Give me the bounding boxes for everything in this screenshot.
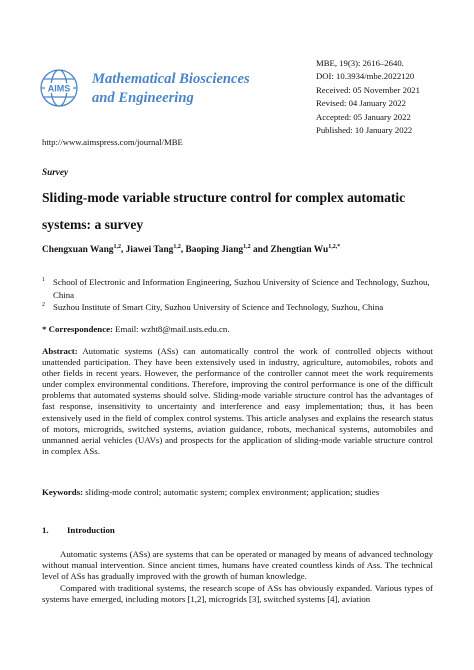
keywords-text: sliding-mode control; automatic system; complex environment; application; studies [85,487,380,497]
author-affiliation-sup: 1,2 [173,244,181,250]
author-list [42,244,340,255]
author-name: Chengxuan Wang [42,245,114,256]
abstract-label: Abstract: [42,346,78,356]
correspondence-label: * Correspondence: [42,324,113,334]
author-name: Baoping Jiang [185,245,244,256]
author-affiliation-sup [328,244,340,250]
article-metadata [316,57,420,137]
author-affiliation-numbers: 1,2, [328,244,338,250]
author-separator: and [250,245,271,256]
published-date: Published: 10 January 2022 [316,125,413,136]
affiliation-number: 1 [42,277,45,283]
paper-title: Sliding-mode variable structure control for complex automatic systems: a survey [42,190,406,232]
aims-globe-logo [38,67,80,109]
correspondence-email[interactable]: Email: wzht8@mail.usts.edu.cn. [115,324,230,334]
accepted-date: Accepted: 05 January 2022 [316,111,411,122]
journal-name [92,70,250,108]
section-title: Introduction [67,525,115,535]
article-type: Survey [42,167,69,177]
abstract-text: Automatic systems (ASs) can automatically control the work of controlled objects without unattended participation. They have been extensively used in industry, agriculture, automobiles, robots and other fields in recent years. However, the performance of the controller cannot meet the work requirements under complex environmental conditions. Therefore, improving the control performance is one of the difficult problems that automated systems should solve. Sliding-mode variable structure control has the advantages of fast response, insensitivity to uncertainty and interference and easy implementation; thus, it has been extensively used in the field of complex control systems. This article analyses and explains the research status of motors, microgrids, switched systems, aviation guidance, robots, mechanical systems, automobiles and unmanned aerial vehicles (UAVs) and prospects for the application of sliding-mode variable structure control in complex ASs. [42,346,433,456]
keywords-label: Keywords: [42,487,84,497]
author-separator: , [180,245,186,256]
logo-text: AIMS [47,83,71,94]
revised-date: Revised: 04 January 2022 [316,98,406,109]
correspondence [42,324,230,334]
author-name: Jiawei Tang [125,245,174,256]
author-name: Zhengtian Wu [270,245,329,256]
journal-name-line2: and Engineering [92,90,194,106]
journal-name-line1: Mathematical Biosciences [92,71,250,87]
received-date: Received: 05 November 2021 [316,84,420,95]
abstract [42,346,433,457]
body-paragraph: Automatic systems (ASs) are systems that can be operated or managed by means of advanced technology without manual intervention. Since ancient times, humans have created countless kinds of Ass. The technical level of ASs has gradually improved with the growth of human knowledge. [42,549,433,582]
author-affiliation-sup: 1,2 [113,244,121,250]
affiliation [42,276,442,301]
author-separator: , [120,245,126,256]
affiliation [42,301,442,314]
affiliation-number: 2 [42,302,45,308]
citation: MBE, 19(3): 2616–2640. [316,58,404,68]
journal-url-link[interactable]: http://www.aimspress.com/journal/MBE [42,137,183,147]
corresponding-author-mark: * [337,244,341,250]
doi: DOI: 10.3934/mbe.2022120 [316,71,415,82]
affiliation-text: School of Electronic and Information Engineering, Suzhou University of Science and Technology, Suzhou, China [53,277,430,300]
author-affiliation-sup: 1,2 [243,244,251,250]
keywords [42,487,379,497]
section-number: 1. [42,525,49,535]
affiliation-text: Suzhou Institute of Smart City, Suzhou University of Science and Technology, Suzhou, China [53,302,384,312]
section-heading [42,525,115,535]
body-paragraph: Compared with traditional systems, the research scope of ASs has obviously expanded. Various types of systems have emerged, including motors [1,2], microgrids [3], switched systems [4], aviation [42,583,433,605]
